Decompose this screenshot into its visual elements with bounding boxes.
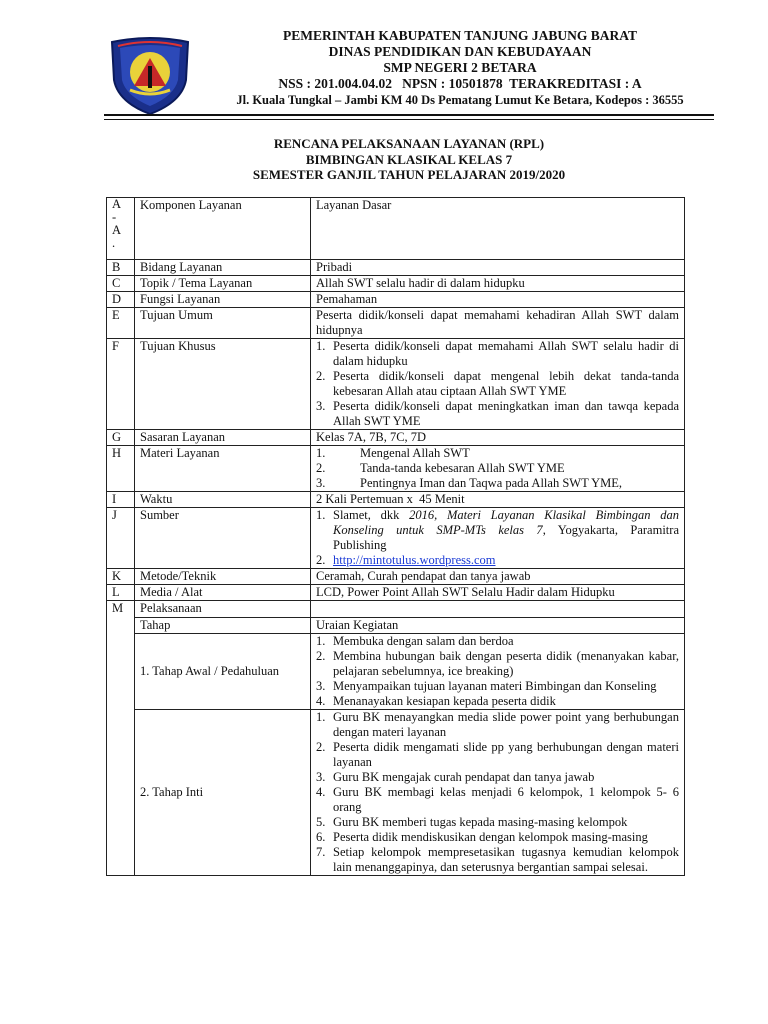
list-item: 2. http://mintotulus.wordpress.com <box>316 553 496 567</box>
tahap-awal-list <box>316 634 679 709</box>
school-logo <box>104 36 196 116</box>
row-label: Tujuan Khusus <box>135 339 311 430</box>
document-title <box>104 136 714 183</box>
row-value: 2 Kali Pertemuan x 45 Menit <box>311 492 685 508</box>
list-item: 6. Peserta didik mendiskusikan dengan kelompok masing-masing <box>316 830 648 844</box>
row-code: H <box>107 446 135 492</box>
table-row <box>107 618 685 634</box>
row-value: Layanan Dasar <box>311 198 685 260</box>
row-value: Kelas 7A, 7B, 7C, 7D <box>311 430 685 446</box>
list-item: 3. Peserta didik/konseli dapat meningkatkan iman dan tawqa kepada Allah SWT YME <box>316 399 679 428</box>
table-row <box>107 585 685 601</box>
table-row <box>107 430 685 446</box>
tahap-awal-label: 1. Tahap Awal / Pedahuluan <box>135 634 311 710</box>
row-code: C <box>107 276 135 292</box>
list-item: 7. Setiap kelompok mempresetasikan tugasnya kemudian kelompok lain menanggapinya, dan seterusnya bergantian sampai selesai. <box>316 845 679 874</box>
row-label: Sasaran Layanan <box>135 430 311 446</box>
list-item: 1. Mengenal Allah SWT <box>316 446 470 460</box>
row-code: B <box>107 260 135 276</box>
row-label: Sumber <box>135 508 311 569</box>
list-item: 1. Guru BK menayangkan media slide power point yang berhubungan dengan materi layanan <box>316 710 679 739</box>
title-line-3: SEMESTER GANJIL TAHUN PELAJARAN 2019/2020 <box>252 167 566 182</box>
row-code: K <box>107 569 135 585</box>
row-code: G <box>107 430 135 446</box>
row-code: I <box>107 492 135 508</box>
row-label: Pelaksanaan <box>135 601 311 618</box>
table-row <box>107 634 685 710</box>
row-label: Waktu <box>135 492 311 508</box>
letterhead-rule-thick <box>104 114 714 116</box>
letterhead-line-3: SMP NEGERI 2 BETARA <box>383 60 537 75</box>
list-item: 2. Peserta didik/konseli dapat mengenal lebih dekat tanda-tanda kebesaran Allah atau ciptaan Allah SWT YME <box>316 369 679 398</box>
row-value <box>311 508 685 569</box>
row-value: Pribadi <box>311 260 685 276</box>
table-row <box>107 710 685 876</box>
list-item: 2. Peserta didik mengamati slide pp yang berhubungan dengan materi layanan <box>316 740 679 769</box>
row-value <box>311 446 685 492</box>
table-row <box>107 198 685 260</box>
tujuan-khusus-list <box>316 339 679 429</box>
row-value <box>311 339 685 430</box>
letterhead-line-2: DINAS PENDIDIKAN DAN KEBUDAYAAN <box>328 44 592 59</box>
row-code: M <box>107 601 135 876</box>
letterhead-line-4: NSS : 201.004.04.02 NPSN : 10501878 TERAKREDITASI : A <box>278 76 642 91</box>
tahap-inti-label: 2. Tahap Inti <box>135 710 311 876</box>
table-row <box>107 569 685 585</box>
source-link[interactable]: http://mintotulus.wordpress.com <box>333 553 496 567</box>
row-label: Topik / Tema Layanan <box>135 276 311 292</box>
row-value: Peserta didik/konseli dapat memahami kehadiran Allah SWT dalam hidupnya <box>311 308 685 339</box>
list-item: 3. Guru BK mengajak curah pendapat dan tanya jawab <box>316 770 595 784</box>
letterhead <box>200 28 720 108</box>
row-code: F <box>107 339 135 430</box>
list-item: 3. Menyampaikan tujuan layanan materi Bimbingan dan Konseling <box>316 679 657 693</box>
row-label: Metode/Teknik <box>135 569 311 585</box>
table-row <box>107 601 685 618</box>
row-label: Tujuan Umum <box>135 308 311 339</box>
row-value: Pemahaman <box>311 292 685 308</box>
table-row <box>107 292 685 308</box>
list-item: 3. Pentingnya Iman dan Taqwa pada Allah SWT YME, <box>316 476 623 490</box>
table-row <box>107 339 685 430</box>
row-label: Bidang Layanan <box>135 260 311 276</box>
list-item: 2. Tanda-tanda kebesaran Allah SWT YME <box>316 461 565 475</box>
letterhead-address: Jl. Kuala Tungkal – Jambi KM 40 Ds Pematang Lumut Ke Betara, Kodepos : 36555 <box>236 93 684 107</box>
list-item: 1. Peserta didik/konseli dapat memahami Allah SWT selalu hadir di dalam hidupku <box>316 339 679 368</box>
list-item: 1. Membuka dengan salam dan berdoa <box>316 634 514 648</box>
list-item: 5. Guru BK memberi tugas kepada masing-masing kelompok <box>316 815 628 829</box>
sumber-list <box>316 508 679 568</box>
table-row <box>107 260 685 276</box>
row-code: A - A . <box>107 198 135 260</box>
table-row <box>107 276 685 292</box>
row-value: LCD, Power Point Allah SWT Selalu Hadir dalam Hidupku <box>311 585 685 601</box>
col-header-uraian: Uraian Kegiatan <box>311 618 685 634</box>
table-row <box>107 508 685 569</box>
row-label: Komponen Layanan <box>135 198 311 260</box>
tahap-inti-list <box>316 710 679 875</box>
table-row <box>107 492 685 508</box>
row-label: Fungsi Layanan <box>135 292 311 308</box>
title-line-2: BIMBINGAN KLASIKAL KELAS 7 <box>305 151 513 167</box>
table-row <box>107 308 685 339</box>
rpl-table <box>106 197 685 876</box>
list-item: 2. Membina hubungan baik dengan peserta didik (menanyakan kabar, pelajaran sebelumnya, ice breaking) <box>316 649 679 678</box>
row-value <box>311 710 685 876</box>
list-item: 4. Menanayakan kesiapan kepada peserta didik <box>316 694 556 708</box>
row-code: E <box>107 308 135 339</box>
list-item: 1. Slamet, dkk 2016, Materi Layanan Klasikal Bimbingan dan Konseling untuk SMP-MTs kelas 7, Yogyakarta, Paramitra Publishing <box>316 508 679 552</box>
row-code: J <box>107 508 135 569</box>
row-label: Media / Alat <box>135 585 311 601</box>
col-header-tahap: Tahap <box>135 618 311 634</box>
letterhead-line-1: PEMERINTAH KABUPATEN TANJUNG JABUNG BARAT <box>282 28 638 43</box>
list-item: 4. Guru BK membagi kelas menjadi 6 kelompok, 1 kelompok 5- 6 orang <box>316 785 679 814</box>
table-row <box>107 446 685 492</box>
title-line-1: RENCANA PELAKSANAAN LAYANAN (RPL) <box>273 136 545 151</box>
row-label: Materi Layanan <box>135 446 311 492</box>
materi-list <box>316 446 679 491</box>
row-value: Allah SWT selalu hadir di dalam hidupku <box>311 276 685 292</box>
letterhead-rule-thin <box>104 119 714 120</box>
row-code: D <box>107 292 135 308</box>
row-value <box>311 634 685 710</box>
row-code: L <box>107 585 135 601</box>
row-value: Ceramah, Curah pendapat dan tanya jawab <box>311 569 685 585</box>
row-value <box>311 601 685 618</box>
